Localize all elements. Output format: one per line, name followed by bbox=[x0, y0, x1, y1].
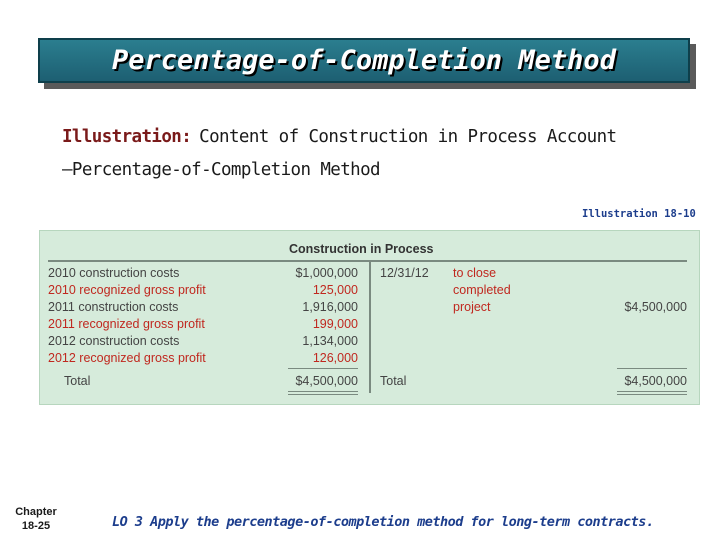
illustration-reference: Illustration 18-10 bbox=[582, 208, 696, 220]
debit-total-amount: $4,500,000 bbox=[295, 374, 358, 388]
debit-row-desc: 2011 construction costs bbox=[48, 300, 179, 314]
credit-total-amount: $4,500,000 bbox=[624, 374, 687, 388]
subtitle-line2: —Percentage-of-Completion Method bbox=[62, 160, 380, 180]
credit-desc-line: project bbox=[453, 300, 491, 314]
credit-total-double-rule bbox=[617, 391, 687, 392]
chapter-label bbox=[14, 505, 58, 533]
t-account-center-rule bbox=[369, 261, 371, 393]
credit-desc-line: completed bbox=[453, 283, 511, 297]
debit-row-desc: 2012 construction costs bbox=[48, 334, 180, 348]
debit-row-amount: 1,134,000 bbox=[302, 334, 358, 348]
debit-total-label: Total bbox=[64, 374, 91, 388]
t-account-top-rule bbox=[48, 260, 687, 262]
chapter-number: 18-25 bbox=[21, 520, 51, 532]
account-title: Construction in Process bbox=[289, 242, 434, 256]
title-bar bbox=[38, 38, 690, 83]
debit-total-double-rule bbox=[288, 391, 358, 392]
credit-total-double-rule bbox=[617, 394, 687, 395]
debit-total-double-rule bbox=[288, 394, 358, 395]
learning-objective: LO 3 Apply the percentage-of-completion method for long-term contracts. bbox=[112, 514, 654, 530]
debit-row-amount: 126,000 bbox=[312, 351, 358, 365]
credit-amount: $4,500,000 bbox=[624, 300, 687, 314]
credit-subtotal-rule bbox=[617, 368, 687, 369]
subtitle bbox=[62, 121, 682, 187]
slide-title: Percentage-of-Completion Method bbox=[112, 45, 616, 76]
debit-subtotal-rule bbox=[288, 368, 358, 369]
debit-row-desc: 2010 construction costs bbox=[48, 266, 180, 280]
debit-row-desc: 2010 recognized gross profit bbox=[48, 283, 206, 297]
debit-row-amount: 1,916,000 bbox=[302, 300, 358, 314]
subtitle-label: Illustration: bbox=[62, 127, 192, 147]
credit-desc-line: to close bbox=[453, 266, 497, 280]
credit-total-label: Total bbox=[380, 374, 407, 388]
debit-row-amount: 125,000 bbox=[312, 283, 358, 297]
credit-date: 12/31/12 bbox=[380, 266, 429, 280]
subtitle-line1: Content of Construction in Process Account bbox=[199, 127, 617, 147]
debit-row-desc: 2012 recognized gross profit bbox=[48, 351, 206, 365]
chapter-text: Chapter bbox=[15, 506, 57, 518]
debit-row-amount: $1,000,000 bbox=[295, 266, 358, 280]
debit-row-desc: 2011 recognized gross profit bbox=[48, 317, 205, 331]
debit-row-amount: 199,000 bbox=[312, 317, 358, 331]
